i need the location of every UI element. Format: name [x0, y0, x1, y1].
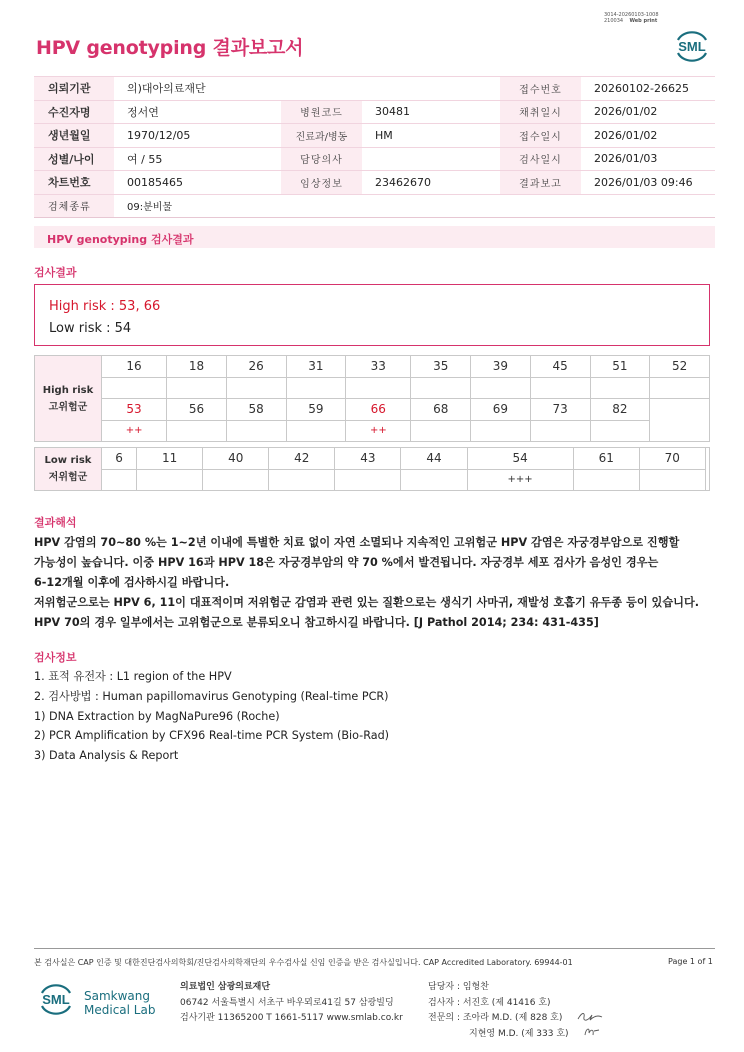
- table-row: [35, 420, 710, 442]
- empty-cell: [705, 448, 709, 491]
- interpretation-line: 6-12개월 이후에 검사하시길 바랍니다.: [34, 576, 230, 589]
- genotype-cell: 59: [286, 399, 346, 421]
- section-title: HPV genotyping 검사결과: [34, 226, 715, 248]
- result-cell: [167, 420, 227, 442]
- page-title: HPV genotyping 결과보고서: [36, 37, 304, 59]
- genotype-cell: 69: [471, 399, 531, 421]
- info-value-doctor: [362, 147, 500, 171]
- list-item: 3) Data Analysis & Report: [34, 749, 179, 763]
- result-cell: [286, 377, 346, 399]
- info-row: [34, 194, 715, 218]
- genotype-cell: 51: [590, 356, 650, 378]
- footer-divider: [34, 948, 715, 949]
- high-risk-genotype-table: [34, 355, 710, 442]
- genotype-cell: 16: [102, 356, 167, 378]
- brand-name: [84, 989, 155, 1017]
- high-risk-group-label: [35, 356, 102, 442]
- staff-line: 담당자 : 임형찬: [428, 982, 489, 992]
- genotype-cell: 61: [573, 448, 639, 470]
- interpretation-heading: 결과해석: [34, 516, 77, 529]
- info-label: 채취일시: [500, 100, 581, 124]
- result-cell: ++: [102, 420, 167, 442]
- result-cell: [590, 420, 650, 442]
- genotype-cell: 70: [639, 448, 705, 470]
- signature-icon: [576, 1010, 604, 1024]
- staff-line: 지현영 M.D. (제 333 호): [469, 1028, 569, 1039]
- result-cell: [286, 420, 346, 442]
- genotype-cell: 31: [286, 356, 346, 378]
- result-cell: [226, 420, 286, 442]
- staff-line: 전문의 : 조아라 M.D. (제 828 호): [428, 1013, 563, 1023]
- genotype-cell: 42: [269, 448, 335, 470]
- table-row: [35, 377, 710, 399]
- org-info: [180, 980, 403, 1027]
- genotype-cell: 45: [530, 356, 590, 378]
- info-value-test-date: 2026/01/03: [581, 147, 715, 171]
- table-row: [35, 356, 710, 378]
- interpretation-line: 가능성이 높습니다. 이중 HPV 16과 HPV 18은 자궁경부암의 약 70 %에서 발견됩니다. 자궁경부 세포 검사가 음성인 경우는: [34, 556, 659, 569]
- info-label: 병원코드: [281, 100, 362, 124]
- info-value-report-date: 2026/01/03 09:46: [581, 171, 715, 195]
- org-contact: 검사기관 11365200 T 1661-5117 www.smlab.co.kr: [180, 1013, 403, 1023]
- low-risk-genotype-table: [34, 447, 710, 491]
- info-label: 진료과/병동: [281, 124, 362, 148]
- info-label: 결과보고: [500, 171, 581, 195]
- info-value-department: HM: [362, 124, 500, 148]
- info-value-institution: 의)대아의료재단: [114, 77, 500, 101]
- info-label: 수진자명: [34, 100, 114, 124]
- genotype-cell: 11: [137, 448, 203, 470]
- info-value-clinical-info: 23462670: [362, 171, 500, 195]
- info-value-receipt-date: 2026/01/02: [581, 124, 715, 148]
- info-value-birth-date: 1970/12/05: [114, 124, 281, 148]
- table-row: [35, 399, 710, 421]
- genotype-cell: 40: [203, 448, 269, 470]
- genotype-cell: 33: [346, 356, 411, 378]
- group-label-ko: 고위험군: [48, 401, 88, 413]
- genotype-cell: 35: [411, 356, 471, 378]
- sml-logo-icon: [36, 980, 76, 1016]
- genotype-cell: 18: [167, 356, 227, 378]
- genotype-cell: 73: [530, 399, 590, 421]
- result-cell: [269, 469, 335, 491]
- result-cell: [530, 420, 590, 442]
- genotype-cell: 43: [335, 448, 401, 470]
- empty-cell: [650, 399, 710, 442]
- list-item: 1) DNA Extraction by MagNaPure96 (Roche): [34, 709, 280, 723]
- result-cell: [650, 377, 710, 399]
- high-risk-result: High risk : 53, 66: [49, 299, 161, 314]
- genotype-cell: 68: [411, 399, 471, 421]
- info-value-hospital-code: 30481: [362, 100, 500, 124]
- info-label: 검사일시: [500, 147, 581, 171]
- result-box: [34, 284, 710, 346]
- result-cell: [137, 469, 203, 491]
- genotype-cell: 26: [226, 356, 286, 378]
- low-risk-group-label: [35, 448, 102, 491]
- result-cell: [471, 377, 531, 399]
- info-row: [34, 124, 715, 148]
- table-row: [35, 469, 710, 491]
- page-number: Page 1 of 1: [668, 957, 713, 966]
- brand-line: Medical Lab: [84, 1003, 156, 1017]
- brand-line: Samkwang: [84, 989, 150, 1003]
- info-label: 차트번호: [34, 171, 114, 195]
- info-value-collect-date: 2026/01/02: [581, 100, 715, 124]
- logo-text: SML: [678, 39, 706, 54]
- sml-logo-icon: [672, 27, 712, 63]
- info-row: [34, 77, 715, 101]
- org-address: 06742 서울특별시 서초구 바우뫼로41길 57 삼광빌딩: [180, 997, 394, 1008]
- logo-text: SML: [42, 992, 70, 1007]
- info-value-chart-no: 00185465: [114, 171, 281, 195]
- staff-info: [428, 980, 569, 1042]
- result-cell: [226, 377, 286, 399]
- result-cell: [401, 469, 467, 491]
- genotype-cell: 53: [102, 399, 167, 421]
- interpretation-line: HPV 감염의 70~80 %는 1~2년 이내에 특별한 치료 없이 자연 소멸되나 지속적인 고위험군 HPV 감염은 자궁경부암으로 진행할: [34, 536, 680, 549]
- test-info-heading: 검사정보: [34, 651, 77, 664]
- staff-line: 검사자 : 서진호 (제 41416 호): [428, 997, 551, 1008]
- info-value-receipt-no: 20260102-26625: [581, 77, 715, 101]
- result-heading: 검사결과: [34, 266, 77, 279]
- genotype-cell: 54: [467, 448, 573, 470]
- result-cell: [167, 377, 227, 399]
- web-print-label: Web print: [629, 18, 658, 24]
- info-label: 성별/나이: [34, 147, 114, 171]
- info-label: 접수번호: [500, 77, 581, 101]
- patient-info-table: [34, 76, 715, 218]
- accreditation-note: 본 검사실은 CAP 인증 및 대한진단검사의학회/진단검사의학재단의 우수검사실 신임 인증을 받은 검사실입니다. CAP Accredited Laboratory. 69944-01: [34, 958, 573, 967]
- org-name: 의료법인 삼광의료재단: [180, 982, 271, 992]
- table-row: [35, 448, 710, 470]
- genotype-cell: 58: [226, 399, 286, 421]
- info-row: [34, 171, 715, 195]
- info-label: 생년월일: [34, 124, 114, 148]
- info-row: [34, 147, 715, 171]
- list-item: 2) PCR Amplification by CFX96 Real-time PCR System (Bio-Rad): [34, 729, 390, 743]
- result-cell: [346, 377, 411, 399]
- low-risk-result: Low risk : 54: [49, 321, 132, 336]
- info-value-patient-name: 정서연: [114, 100, 281, 124]
- result-cell: [471, 420, 531, 442]
- info-label: 검체종류: [34, 194, 114, 218]
- result-cell: [411, 420, 471, 442]
- result-cell: +++: [467, 469, 573, 491]
- info-row: [34, 100, 715, 124]
- group-label-en: Low risk: [44, 455, 92, 466]
- genotype-cell: 52: [650, 356, 710, 378]
- result-cell: ++: [346, 420, 411, 442]
- info-label: 담당의사: [281, 147, 362, 171]
- result-cell: [573, 469, 639, 491]
- interpretation-text: [34, 533, 724, 633]
- genotype-cell: 44: [401, 448, 467, 470]
- print-code-line1: 3014-20260103-1008: [604, 12, 659, 18]
- result-cell: [530, 377, 590, 399]
- list-item: 1. 표적 유전자 : L1 region of the HPV: [34, 670, 232, 683]
- genotype-cell: 66: [346, 399, 411, 421]
- interpretation-line: 저위험군으로는 HPV 6, 11이 대표적이며 저위험군 감염과 관련 있는 질환으로는 생식기 사마귀, 재발성 호흡기 유두종 등이 있습니다.: [34, 596, 700, 609]
- test-info-list: [34, 667, 389, 766]
- result-cell: [203, 469, 269, 491]
- result-cell: [411, 377, 471, 399]
- interpretation-line: HPV 70의 경우 일부에서는 고위험군으로 분류되오니 참고하시길 바랍니다. [J Pathol 2014; 234: 431-435]: [34, 616, 599, 629]
- genotype-cell: 39: [471, 356, 531, 378]
- info-value-specimen: 09:분비물: [114, 194, 715, 218]
- list-item: 2. 검사방법 : Human papillomavirus Genotyping (Real-time PCR): [34, 689, 389, 703]
- result-cell: [102, 377, 167, 399]
- print-code: [604, 12, 659, 24]
- result-cell: [335, 469, 401, 491]
- info-value-sex-age: 여 / 55: [114, 147, 281, 171]
- print-code-line2: 210034: [604, 18, 624, 24]
- signature-icon: [582, 1025, 602, 1039]
- result-cell: [590, 377, 650, 399]
- group-label-en: High risk: [42, 384, 94, 396]
- info-label: 임상정보: [281, 171, 362, 195]
- genotype-cell: 56: [167, 399, 227, 421]
- info-label: 접수일시: [500, 124, 581, 148]
- info-label: 의뢰기관: [34, 77, 114, 101]
- genotype-cell: 6: [102, 448, 137, 470]
- group-label-ko: 저위험군: [48, 472, 88, 483]
- genotype-cell: 82: [590, 399, 650, 421]
- result-cell: [639, 469, 705, 491]
- result-cell: [102, 469, 137, 491]
